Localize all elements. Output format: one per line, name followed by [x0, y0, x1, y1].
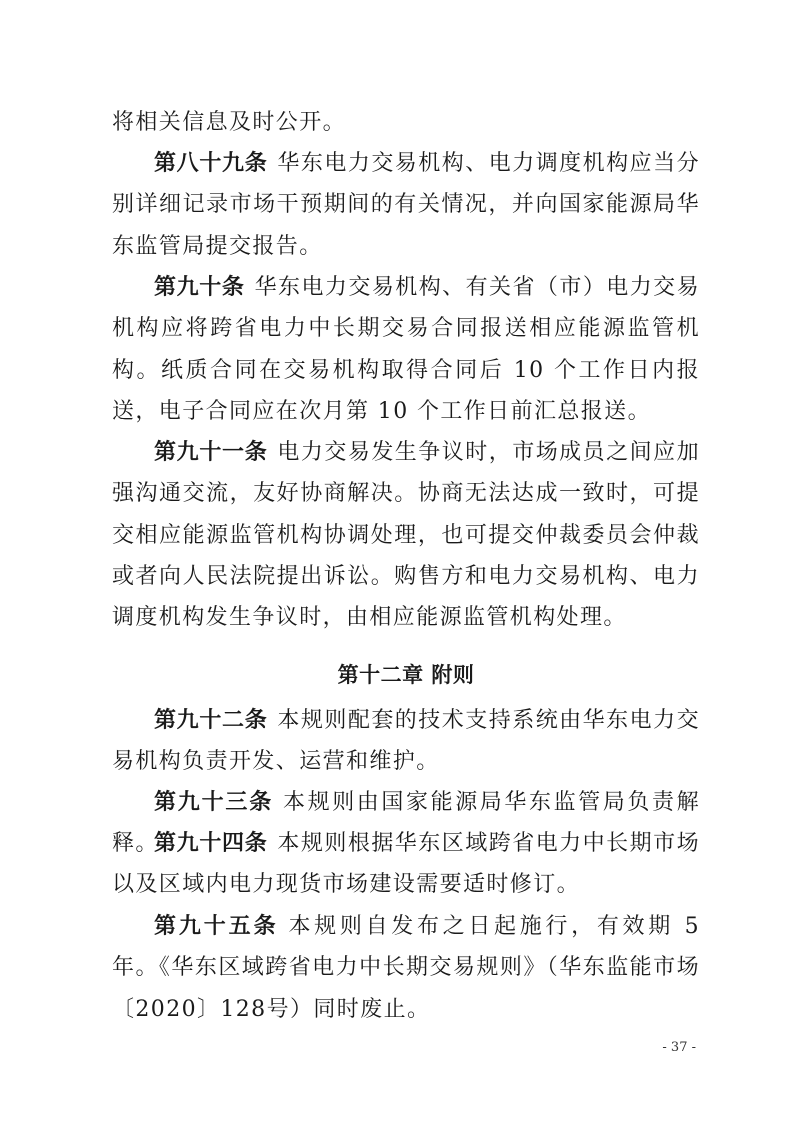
article-90-title: 第九十条 [154, 275, 245, 300]
article-93-text: 本规则由国家能源局华东监管局负责解释。 [112, 790, 700, 857]
article-92-title: 第九十二条 [154, 708, 268, 733]
article-89-title: 第八十九条 [154, 151, 268, 176]
article-95-text: 本规则自发布之日起施行，有效期 5 年。《华东区域跨省电力中长期交易规则》（华东监能市场〔2020〕128号）同时废止。 [112, 914, 700, 1022]
article-94 [112, 823, 700, 906]
continuation-text: 将相关信息及时公开。 [112, 110, 347, 135]
article-94-text: 本规则根据华东区域跨省电力中长期市场以及区域内电力现货市场建设需要适时修订。 [112, 831, 700, 898]
article-93-title: 第九十三条 [154, 790, 273, 815]
chapter-heading: 第十二章 附则 [337, 663, 475, 687]
page-number: - 37 - [662, 1040, 696, 1055]
article-95-title: 第九十五条 [154, 914, 279, 939]
continuation-paragraph [112, 102, 700, 143]
article-90-text: 华东电力交易机构、有关省（市）电力交易机构应将跨省电力中长期交易合同报送相应能源监管机构。纸质合同在交易机构取得合同后 10 个工作日内报送，电子合同应在次月第 10 个工作日前汇总报送。 [112, 275, 701, 424]
article-91 [112, 432, 700, 638]
article-90 [112, 267, 700, 432]
article-91-title: 第九十一条 [154, 440, 268, 465]
article-89-text: 华东电力交易机构、电力调度机构应当分别详细记录市场干预期间的有关情况，并向国家能源局华东监管局提交报告。 [112, 151, 700, 259]
article-92-text: 本规则配套的技术支持系统由华东电力交易机构负责开发、运营和维护。 [112, 708, 700, 775]
article-95 [112, 906, 700, 1030]
article-94-title: 第九十四条 [154, 831, 268, 856]
article-89 [112, 143, 700, 267]
article-91-text: 电力交易发生争议时，市场成员之间应加强沟通交流，友好协商解决。协商无法达成一致时，可提交相应能源监管机构协调处理，也可提交仲裁委员会仲裁或者向人民法院提出诉讼。购售方和电力交易机构、电力调度机构发生争议时，由相应能源监管机构处理。 [112, 440, 700, 631]
article-92 [112, 700, 700, 783]
